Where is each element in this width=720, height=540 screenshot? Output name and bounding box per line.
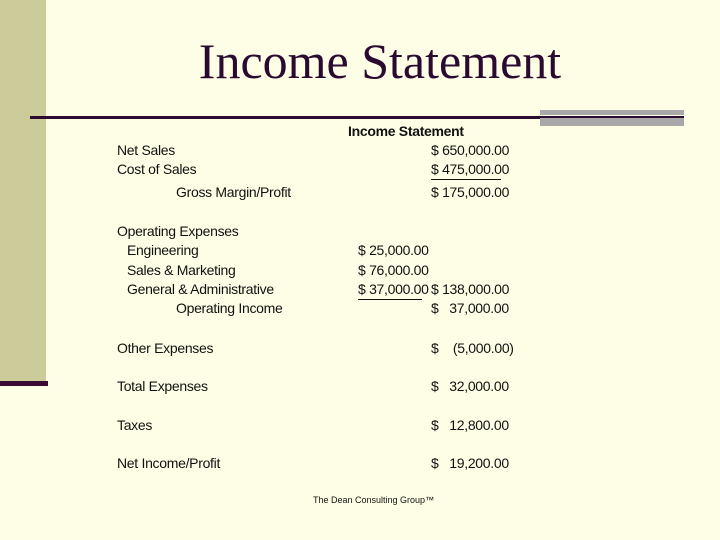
cost-of-sales-total: $ 475,000.00 [431, 161, 510, 177]
general-admin-label: General & Administrative [127, 281, 274, 297]
slide-title: Income Statement [198, 33, 562, 89]
net-sales-label: Net Sales [117, 142, 175, 158]
subtotal-underline [431, 179, 501, 180]
engineering-label: Engineering [127, 242, 199, 258]
net-sales-total: $ 650,000.00 [431, 142, 510, 158]
statement-heading: Income Statement [348, 123, 464, 139]
gross-margin-label: Gross Margin/Profit [176, 184, 291, 200]
total-expenses-label: Total Expenses [117, 378, 208, 394]
footer-credit: The Dean Consulting Group™ [313, 495, 435, 505]
operating-expenses-label: Operating Expenses [117, 223, 239, 239]
sales-marketing-label: Sales & Marketing [127, 262, 236, 278]
net-income-label: Net Income/Profit [117, 455, 221, 471]
net-income-total: $ 19,200.00 [431, 455, 509, 471]
operating-income-total: $ 37,000.00 [431, 300, 509, 316]
engineering-amount: $ 25,000.00 [358, 242, 429, 258]
other-expenses-total: $ (5,000.00) [431, 340, 514, 356]
cost-of-sales-label: Cost of Sales [117, 161, 197, 177]
taxes-total: $ 12,800.00 [431, 417, 509, 433]
operating-income-label: Operating Income [176, 300, 283, 316]
gross-margin-total: $ 175,000.00 [431, 184, 510, 200]
expenses-underline [358, 299, 422, 300]
taxes-label: Taxes [117, 417, 153, 433]
general-admin-amount: $ 37,000.00 [358, 281, 429, 297]
other-expenses-label: Other Expenses [117, 340, 214, 356]
total-expenses-total: $ 32,000.00 [431, 378, 509, 394]
sales-marketing-amount: $ 76,000.00 [358, 262, 429, 278]
operating-expenses-total: $ 138,000.00 [431, 281, 510, 297]
